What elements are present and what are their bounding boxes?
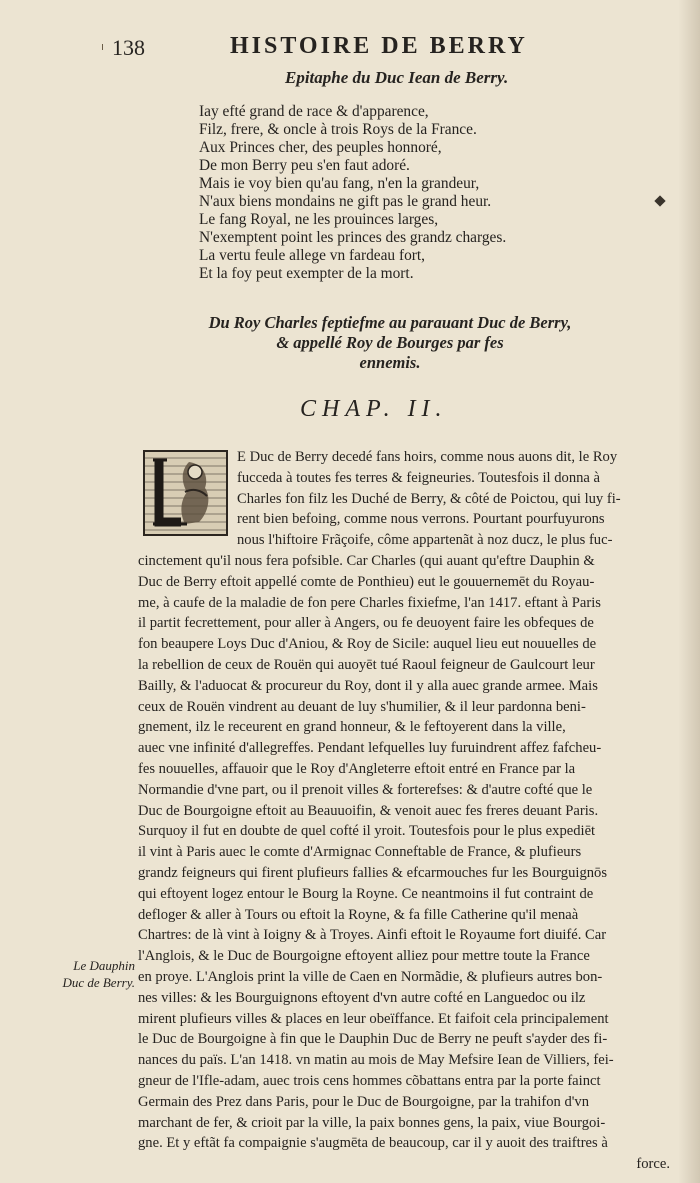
poem-line: Filz, frere, & oncle à trois Roys de la France. xyxy=(199,121,477,138)
body-line: rent bien befoing, comme nous verrons. Pourtant pourfuyurons xyxy=(237,511,605,528)
margin-note xyxy=(40,957,135,991)
body-line: l'Anglois, & le Duc de Bourgoigne eftoyent alliez pour mettre toute la France xyxy=(138,948,590,965)
poem-line: Le fang Royal, ne les prouinces larges, xyxy=(199,211,439,228)
body-line: Germain des Prez dans Paris, pour le Duc de Bourgoigne, par la trahifon d'vn xyxy=(138,1093,590,1110)
poem-line: La vertu feule allege vn fardeau fort, xyxy=(199,247,426,264)
body-line: nous l'hiftoire Frãçoife, côme appartenãt à noz ducz, le plus fuc- xyxy=(237,532,613,549)
body-line: gne. Et y eftãt fa compaignie s'augmēta de beaucoup, car il y auoit des traiftres à xyxy=(138,1135,608,1152)
page-number: 138 xyxy=(112,35,145,60)
body-line: la rebellion de ceux de Rouën qui auoyēt tué Raoul feigneur de Gaulcourt leur xyxy=(138,656,595,673)
body-line: defloger & aller à Tours ou eftoit la Royne, & fa fille Catherine qu'il menaà xyxy=(138,906,579,923)
body-line: qui eftoyent logez entour le Bourg la Royne. Ce neantmoins il fut contraint de xyxy=(138,885,594,902)
body-line: me, à caufe de la maladie de fon pere Charles fixiefme, l'an 1417. eftant à Paris xyxy=(138,594,601,611)
chapter-heading-line: Du Roy Charles feptiefme au parauant Duc de Berry, xyxy=(208,313,572,332)
epitaph-poem xyxy=(199,103,559,283)
body-line: il vint à Paris auec le comte d'Armignac Conneftable de France, & plufieurs xyxy=(138,844,582,861)
body-line: marchant de fer, & crioit par la ville, la paix bonnes gens, la paix, viue Bourgoi- xyxy=(138,1114,606,1131)
body-line: Bailly, & l'aduocat & procureur du Roy, dont il y alla auec grande armee. Mais xyxy=(138,677,598,694)
chapter-heading-line: ennemis. xyxy=(359,353,421,372)
margin-ornament xyxy=(654,195,665,206)
body-line: en proye. L'Anglois print la ville de Caen en Normãdie, & plufieurs autres bon- xyxy=(138,968,603,985)
poem-line: N'aux biens mondains ne gift pas le grand heur. xyxy=(199,193,492,210)
body-line: ceux de Rouën vindrent au deuant de luy s'humilier, & il leur pardonna beni- xyxy=(138,698,586,715)
body-line: Surquoy il fut en doubte de quel cofté il yroit. Toutesfois pour le plus expediēt xyxy=(138,823,596,840)
body-line-catchword: force. xyxy=(636,1156,670,1173)
body-line: grandz feigneurs qui firent plufieurs fallies & efcarmouches fur les Bourguignōs xyxy=(138,864,608,881)
body-line: nes villes: & les Bourguignons eftoyent d'vn autre cofté en Languedoc ou ilz xyxy=(138,989,586,1006)
body-line: fucceda à toutes fes terres & feigneuries. Toutesfois il donna à xyxy=(237,469,601,486)
poem-line: Iay efté grand de race & d'apparence, xyxy=(199,103,429,120)
body-line: gneur de l'Ifle-adam, auec trois cens hommes cõbattans entra par la porte fainct xyxy=(138,1072,601,1089)
margin-note-line: Duc de Berry. xyxy=(62,975,135,990)
chapter-body xyxy=(138,447,670,1175)
epitaph-title: Epitaphe du Duc Iean de Berry. xyxy=(285,68,509,87)
body-line: cinctement qu'il nous fera pofsible. Car Charles (qui auant qu'eftre Dauphin & xyxy=(138,552,595,569)
body-line: auec vne infinité d'allegreffes. Pendant lefquelles luy furuindrent affez fafcheu- xyxy=(138,740,602,757)
body-line: il partit fecrettement, pour aller à Angers, ou fe deuoyent faire les obfeques de xyxy=(138,615,594,632)
running-title: HISTOIRE DE BERRY xyxy=(230,33,528,59)
body-line: Duc de Berry eftoit appellé comte de Ponthieu) eut le gouuernemēt du Royau- xyxy=(138,573,595,590)
page-spine-shadow xyxy=(678,0,700,1183)
chapter-heading-line: & appellé Roy de Bourges par fes xyxy=(276,333,504,352)
body-line: mirent plufieurs villes & places en leur obeïffance. Et faifoit cela principalement xyxy=(138,1010,609,1027)
margin-note-line: Le Dauphin xyxy=(73,958,135,973)
poem-line: Mais ie voy bien qu'au fang, n'en la grandeur, xyxy=(199,175,480,192)
body-line: E Duc de Berry decedé fans hoirs, comme nous auons dit, le Roy xyxy=(237,449,618,465)
poem-line: Et la foy peut exempter de la mort. xyxy=(199,265,414,282)
poem-line: De mon Berry peu s'en faut adoré. xyxy=(199,157,410,174)
body-line: Normandie d'vne part, ou il prenoit villes & forterefses: & d'autre cofté que le xyxy=(138,781,593,798)
body-line: Duc de Bourgoigne eftoit au Beauuoifin, & venoit auec fes freres deuant Paris. xyxy=(138,802,599,819)
body-line: fes nouuelles, affauoir que le Roy d'Angleterre eftoit entré en France par la xyxy=(138,760,576,777)
body-line: gnement, ilz le receurent en grand honneur, & le feftoyerent dans la ville, xyxy=(138,719,566,736)
page-header xyxy=(0,33,700,63)
body-line: nances du païs. L'an 1418. vn matin au mois de May Mefsire Iean de Villiers, fei- xyxy=(138,1052,614,1069)
body-line: Charles fon filz les Duché de Berry, & côté de Poictou, qui luy fi- xyxy=(237,490,621,507)
chapter-heading xyxy=(150,313,630,373)
body-line: Chartres: de là vint à Ioigny & à Troyes. Ainfi eftoit le Royaume fort diuifé. Car xyxy=(138,927,607,944)
poem-line: Aux Princes cher, des peuples honnoré, xyxy=(199,139,442,156)
chapter-number: CHAP. II. xyxy=(300,396,448,422)
poem-line: N'exemptent point les princes des grandz charges. xyxy=(199,229,507,246)
body-line: fon beaupere Loys Duc d'Aniou, & Roy de Sicile: auquel lieu eut nouuelles de xyxy=(138,636,597,653)
body-line: le Duc de Bourgoigne à fin que le Dauphin Duc de Berry ne peuft s'ayder des fi- xyxy=(138,1031,608,1048)
